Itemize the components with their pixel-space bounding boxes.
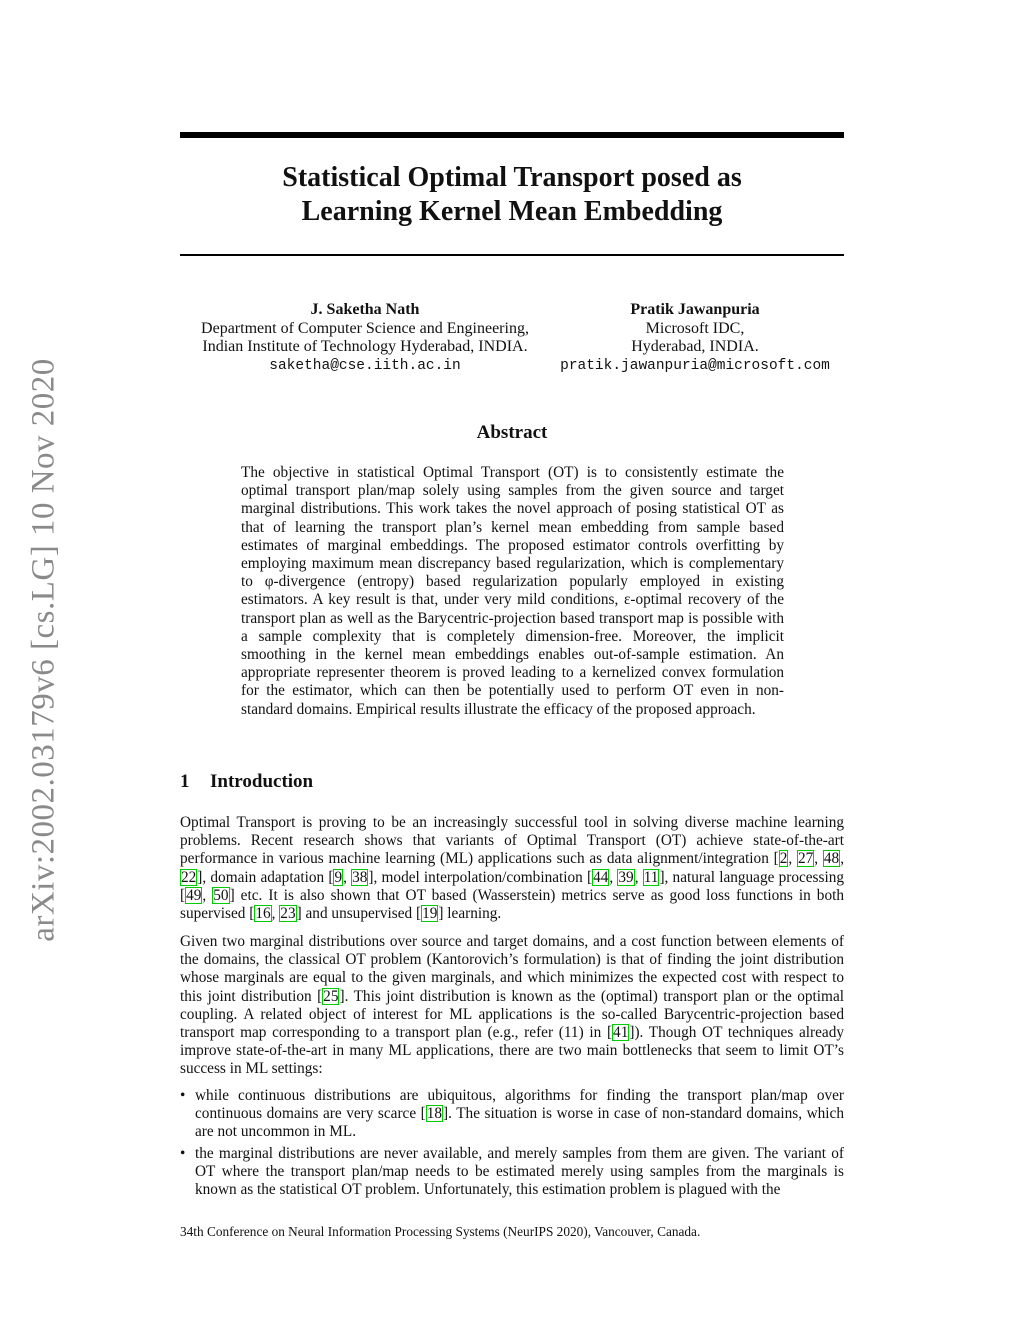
author-affiliation: Department of Computer Science and Engineering, [201, 319, 529, 337]
citation-link[interactable]: 11 [643, 868, 659, 886]
list-item: • while continuous distributions are ubiquitous, algorithms for finding the transport plan/map over continuous domains are very scarce [18]. The situation is worse in case of non-standard domains, which are not uncommon in ML. [180, 1087, 844, 1141]
author-block-2 [545, 301, 845, 375]
citation-link[interactable]: 18 [426, 1105, 443, 1123]
author-block-1 [190, 301, 540, 375]
citation-link[interactable]: 23 [280, 905, 296, 923]
abstract-heading: Abstract [476, 422, 548, 443]
citation-link[interactable]: 48 [823, 850, 840, 868]
citation-link[interactable]: 19 [422, 905, 438, 923]
list-item: • the marginal distributions are never available, and merely samples from them are given. The variant of OT where the transport plan/map needs to be estimated merely using samples from the marginals is known as the statistical OT problem. Unfortunately, this estimation problem is plagued with the [180, 1144, 844, 1199]
intro-paragraph-2: Given two marginal distributions over source and target domains, and a cost function between elements of the domains, the classical OT problem (Kantorovich’s formulation) is that of finding the joint distribution whose marginals are equal to the given marginals, and which minimizes the expected cost with respect to this joint distribution [25]. This joint distribution is known as the (optimal) transport plan or the optimal coupling. A related object of interest for ML applications is the so-called Barycentric-projection based transport map corresponding to a transport plan (e.g., refer (11) in [41]). Though OT techniques already improve state-of-the-art in many ML applications, there are two main bottlenecks that seem to limit OT’s success in ML settings: [180, 933, 844, 1078]
citation-link[interactable]: 16 [255, 905, 271, 923]
citation-link[interactable]: 44 [593, 868, 609, 886]
section-heading [180, 771, 313, 793]
title-line-1: Statistical Optimal Transport posed as [282, 162, 742, 193]
title-line-2: Learning Kernel Mean Embedding [301, 196, 723, 227]
title-rule-bottom [180, 254, 844, 256]
intro-paragraph-1: Optimal Transport is proving to be an increasingly successful tool in solving diverse machine learning problems. Recent research shows that variants of Optimal Transport (OT) achieve state-of-the-art performance in various machine learning (ML) applications such as data alignment/integration [2, 27, 48, 22], domain adaptation [9, 38], model interpolation/combination [44, 39, 11], natural language processing [49, 50] etc. It is also shown that OT based (Wasserstein) metrics serve as good loss functions in both supervised [16, 23] and unsupervised [19] learning. [180, 814, 845, 923]
citation-link[interactable]: 41 [613, 1024, 629, 1042]
citation-link[interactable]: 9 [334, 868, 343, 886]
author-affiliation: Microsoft IDC, [645, 319, 745, 337]
title-rule-top [180, 132, 844, 138]
author-email[interactable]: pratik.jawanpuria@microsoft.com [560, 357, 830, 374]
author-name: J. Saketha Nath [310, 301, 420, 318]
citation-link[interactable]: 2 [779, 850, 788, 868]
bullet-icon: • [180, 1144, 186, 1162]
citation-link[interactable]: 39 [618, 868, 634, 886]
citation-link[interactable]: 27 [797, 850, 814, 868]
conference-footnote: 34th Conference on Neural Information Processing Systems (NeurIPS 2020), Vancouver, Canada. [180, 1224, 701, 1239]
citation-link[interactable]: 38 [352, 868, 368, 886]
author-email[interactable]: saketha@cse.iith.ac.in [269, 357, 461, 374]
citation-link[interactable]: 25 [323, 987, 339, 1005]
author-affiliation: Indian Institute of Technology Hyderabad, INDIA. [202, 338, 528, 355]
section-number: 1 [180, 771, 190, 792]
bullet-icon: • [180, 1087, 186, 1104]
citation-link[interactable]: 22 [181, 868, 197, 886]
author-name: Pratik Jawanpuria [630, 301, 760, 318]
section-title: Introduction [210, 771, 314, 792]
bottleneck-list [180, 1087, 844, 1202]
citation-link[interactable]: 49 [186, 886, 202, 904]
paper-title [180, 161, 844, 229]
citation-link[interactable]: 50 [213, 886, 229, 904]
author-affiliation: Hyderabad, INDIA. [631, 338, 759, 355]
arxiv-stamp-text: arXiv:2002.03179v6 [cs.LG] 10 Nov 2020 [25, 358, 62, 942]
abstract-text: The objective in statistical Optimal Transport (OT) is to consistently estimate the optimal transport plan/map solely using samples from the given source and target marginal distributions. This work takes the novel approach of posing statistical OT as that of learning the transport plan’s kernel mean embedding from sample based estimates of marginal embeddings. The proposed estimator controls overfitting by employing maximum mean discrepancy based regularization, which is complementary to φ-divergence (entropy) based regularization popularly employed in existing estimators. A key result is that, under very mild conditions, ε-optimal recovery of the transport plan as well as the Barycentric-projection based transport map is possible with a sample complexity that is completely dimension-free. Moreover, the implicit smoothing in the kernel mean embeddings enables out-of-sample estimation. An appropriate representer theorem is proved leading to a kernelized convex formulation for the estimator, which can then be potentially used to perform OT even in non-standard domains. Empirical results illustrate the efficacy of the proposed approach. [241, 464, 784, 718]
